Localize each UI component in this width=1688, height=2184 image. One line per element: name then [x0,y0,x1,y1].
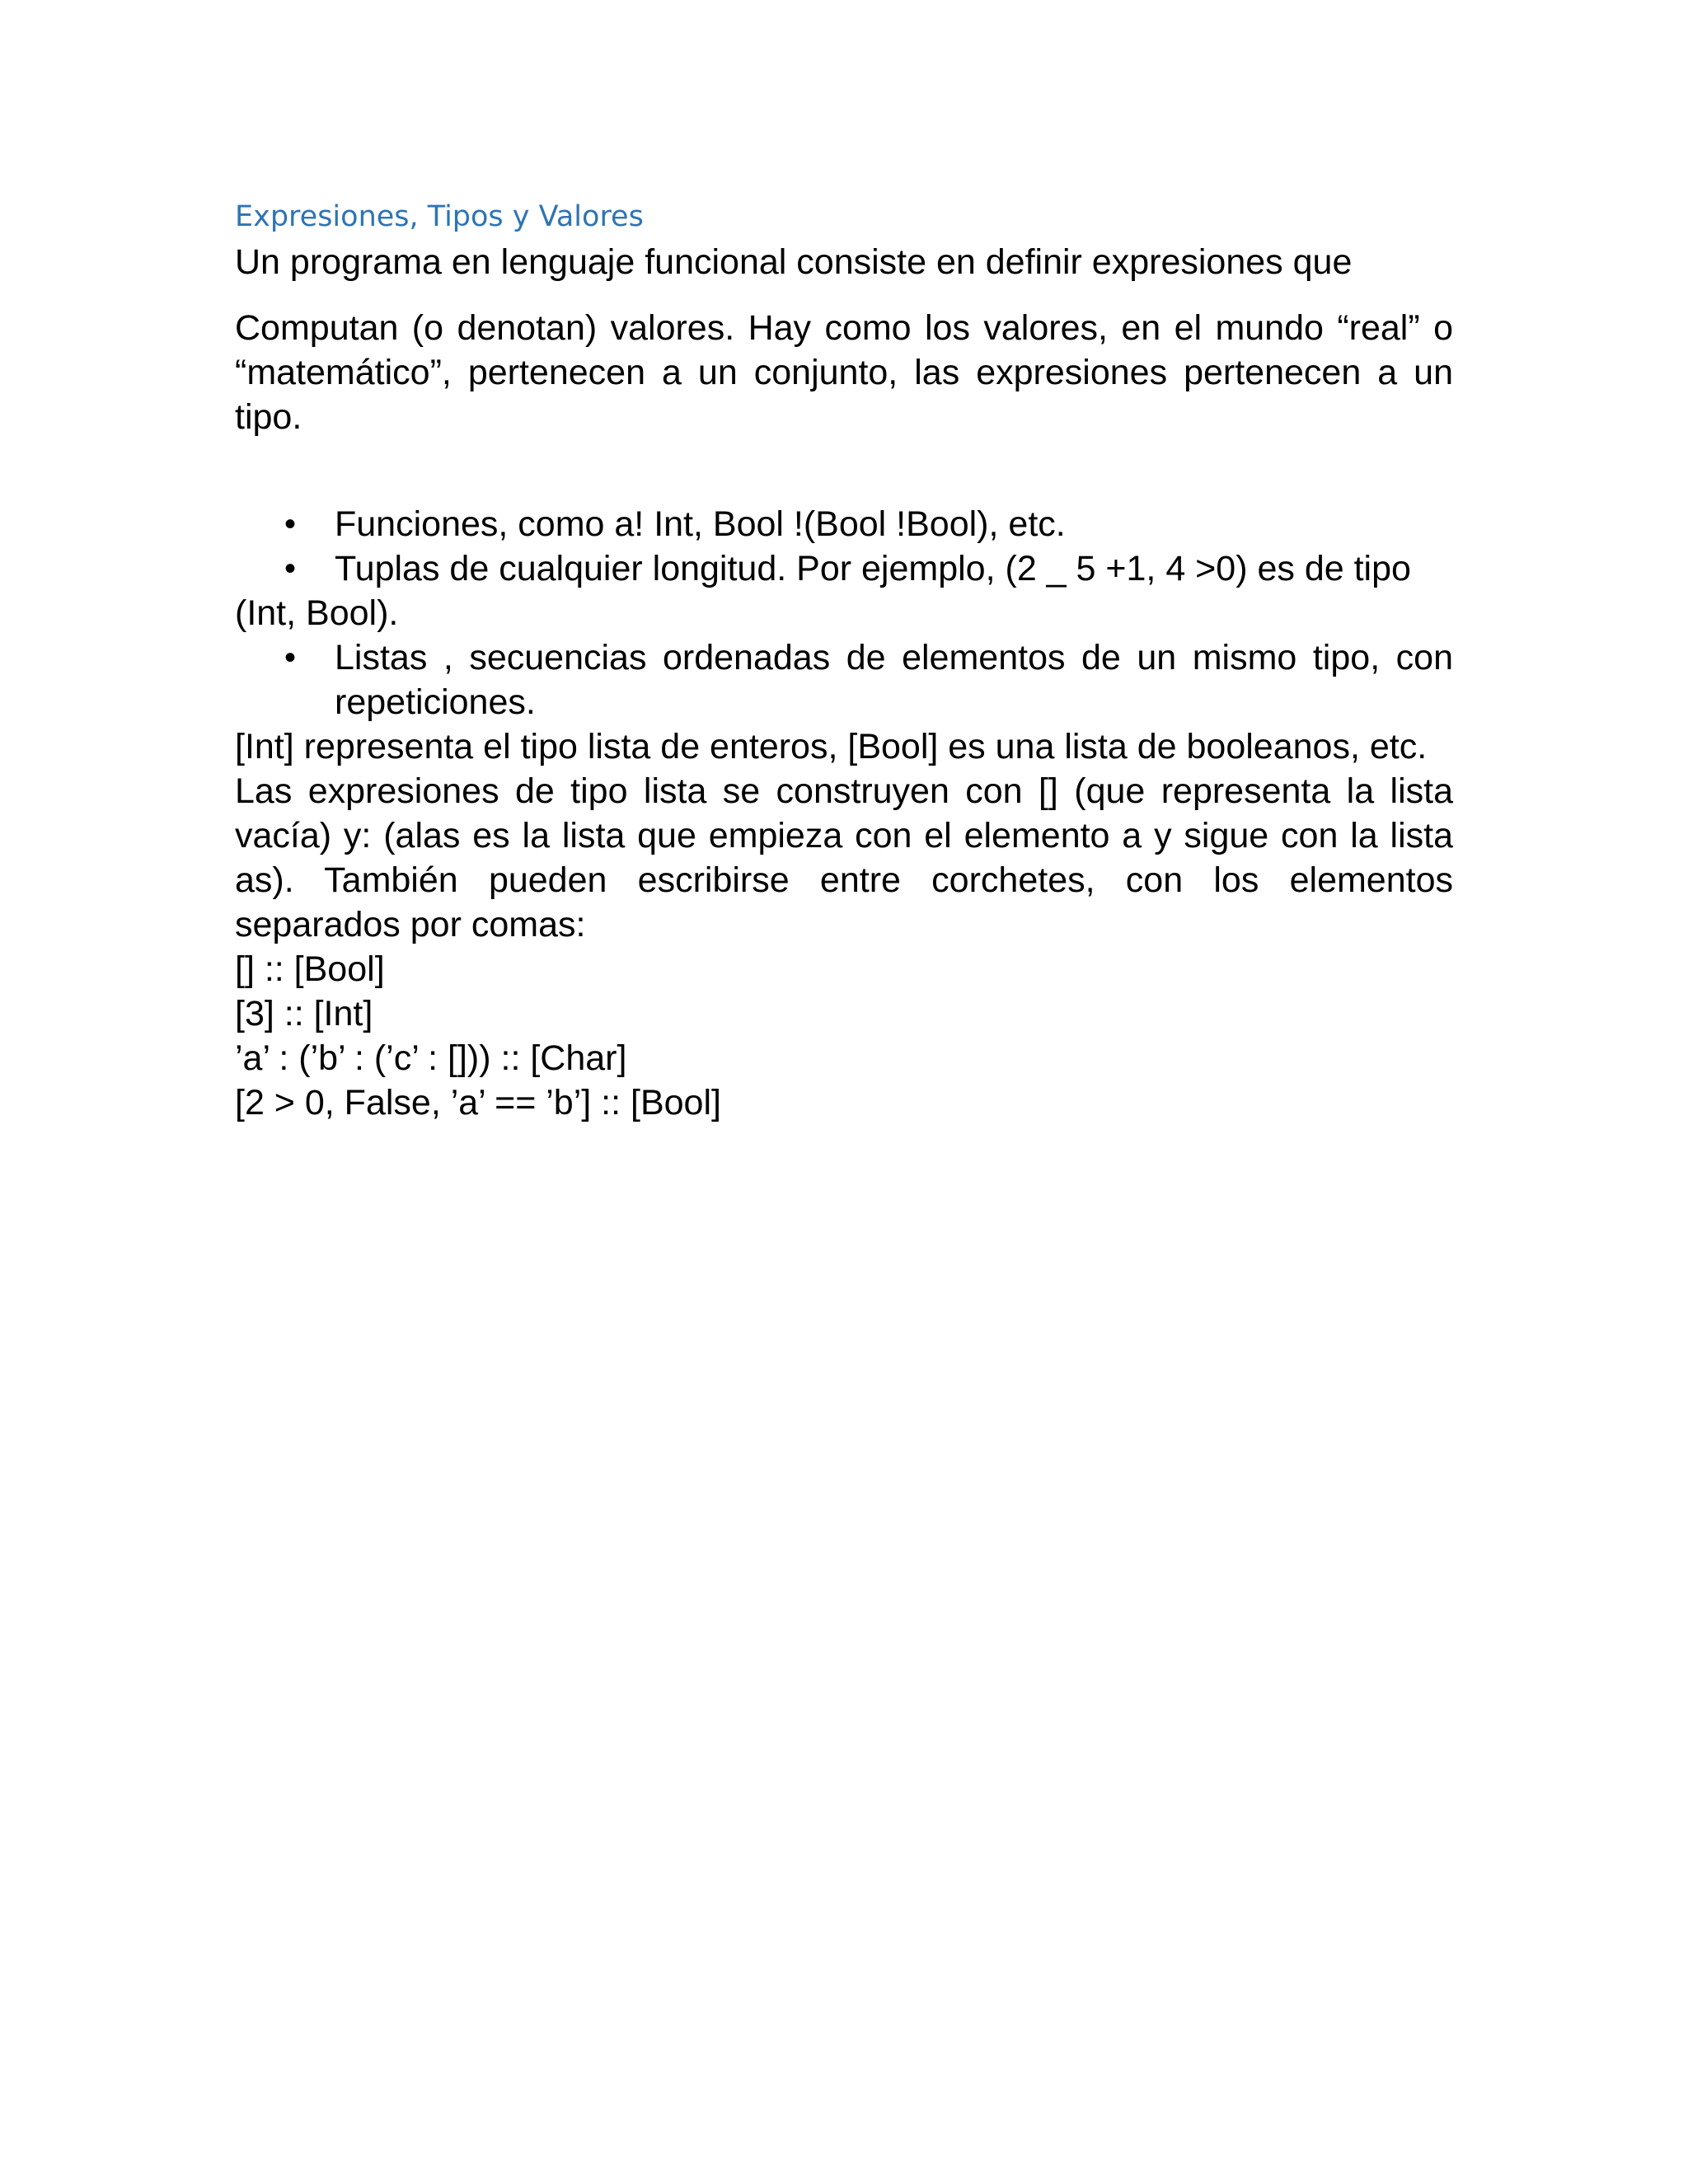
bullet-text: Funciones, como a! Int, Bool !(Bool !Bool), etc. [335,504,1066,544]
list-type-paragraph: [Int] representa el tipo lista de enteros, [Bool] es una lista de booleanos, etc. [235,727,1428,766]
example-line: [] :: [Bool] [235,949,385,989]
example-line: ’a’ : (’b’ : (’c’ : [])) :: [Char] [235,1038,627,1078]
bullet-text: Tuplas de cualquier longitud. Por ejemplo, (2 _ 5 +1, 4 >0) es de tipo [335,549,1411,588]
lists-bullet-list [235,635,1453,724]
bullet-icon: • [284,506,297,542]
intro-paragraph: Un programa en lenguaje funcional consiste en definir expresiones que [235,242,1353,282]
section-heading: Expresiones, Tipos y Valores [235,200,644,233]
types-bullet-list [235,502,1453,591]
bullet-icon: • [284,551,297,587]
list-construction-paragraph: Las expresiones de tipo lista se construyen con [] (que representa la lista vacía) y: (alas es la lista que empieza con el elemento a y sigue con la lista as). También pueden escribirse entre corchetes, con los elementos separados por comas: [235,771,1453,944]
example-line: [3] :: [Int] [235,994,373,1033]
bullet-icon: • [284,640,297,676]
example-line: [2 > 0, False, ’a’ == ’b’] :: [Bool] [235,1083,721,1122]
list-item [235,635,1453,724]
list-item [235,546,1453,591]
document-body [235,194,1453,1125]
values-paragraph: Computan (o denotan) valores. Hay como los valores, en el mundo “real” o “matemático”, pertenecen a un conjunto, las expresiones pertenecen a un tipo. [235,308,1453,437]
list-item [235,502,1453,546]
tuple-type-text: (Int, Bool). [235,593,399,633]
bullet-text: Listas , secuencias ordenadas de elementos de un mismo tipo, con repeticiones. [335,638,1453,722]
